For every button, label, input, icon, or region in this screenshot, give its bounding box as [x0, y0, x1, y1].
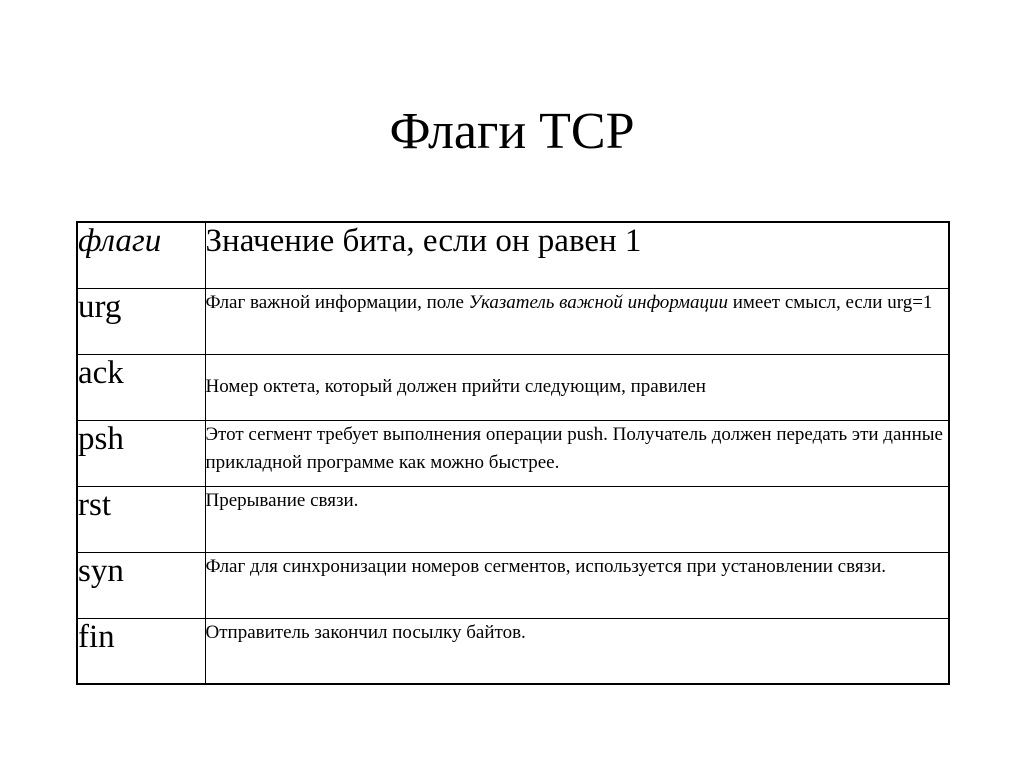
flag-cell-psh: psh: [77, 420, 205, 486]
flag-cell-urg: urg: [77, 288, 205, 354]
table-row-fin: [77, 618, 949, 684]
desc-cell-syn: Флаг для синхронизации номеров сегментов, используется при установлении связи.: [205, 552, 949, 618]
header-meaning-cell: Значение бита, если он равен 1: [205, 222, 949, 288]
table-row-urg: [77, 288, 949, 354]
table-row-rst: [77, 486, 949, 552]
desc-urg-part1: Флаг важной информации, поле: [205, 291, 469, 313]
flag-cell-rst: rst: [77, 486, 205, 552]
desc-cell-fin: Отправитель закончил посылку байтов.: [205, 618, 949, 684]
desc-cell-ack: Номер октета, который должен прийти следующим, правилен: [205, 354, 949, 420]
slide-title: Флаги TCP: [389, 103, 635, 160]
desc-cell-rst: Прерывание связи.: [205, 486, 949, 552]
desc-urg-italic: Указатель важной информации: [468, 291, 728, 313]
flag-cell-ack: ack: [77, 354, 205, 420]
table-row-ack: [77, 354, 949, 420]
desc-cell-urg: [205, 288, 949, 354]
flag-cell-fin: fin: [77, 618, 205, 684]
header-flags-cell: флаги: [77, 222, 205, 288]
table-row-syn: [77, 552, 949, 618]
table-header-row: [77, 222, 949, 288]
desc-cell-psh: Этот сегмент требует выполнения операции push. Получатель должен передать эти данные прикладной программе как можно быстрее.: [205, 420, 949, 486]
table-row-psh: [77, 420, 949, 486]
flag-cell-syn: syn: [77, 552, 205, 618]
tcp-flags-table: [76, 221, 950, 685]
desc-urg-part2: имеет смысл, если urg=1: [727, 291, 933, 313]
